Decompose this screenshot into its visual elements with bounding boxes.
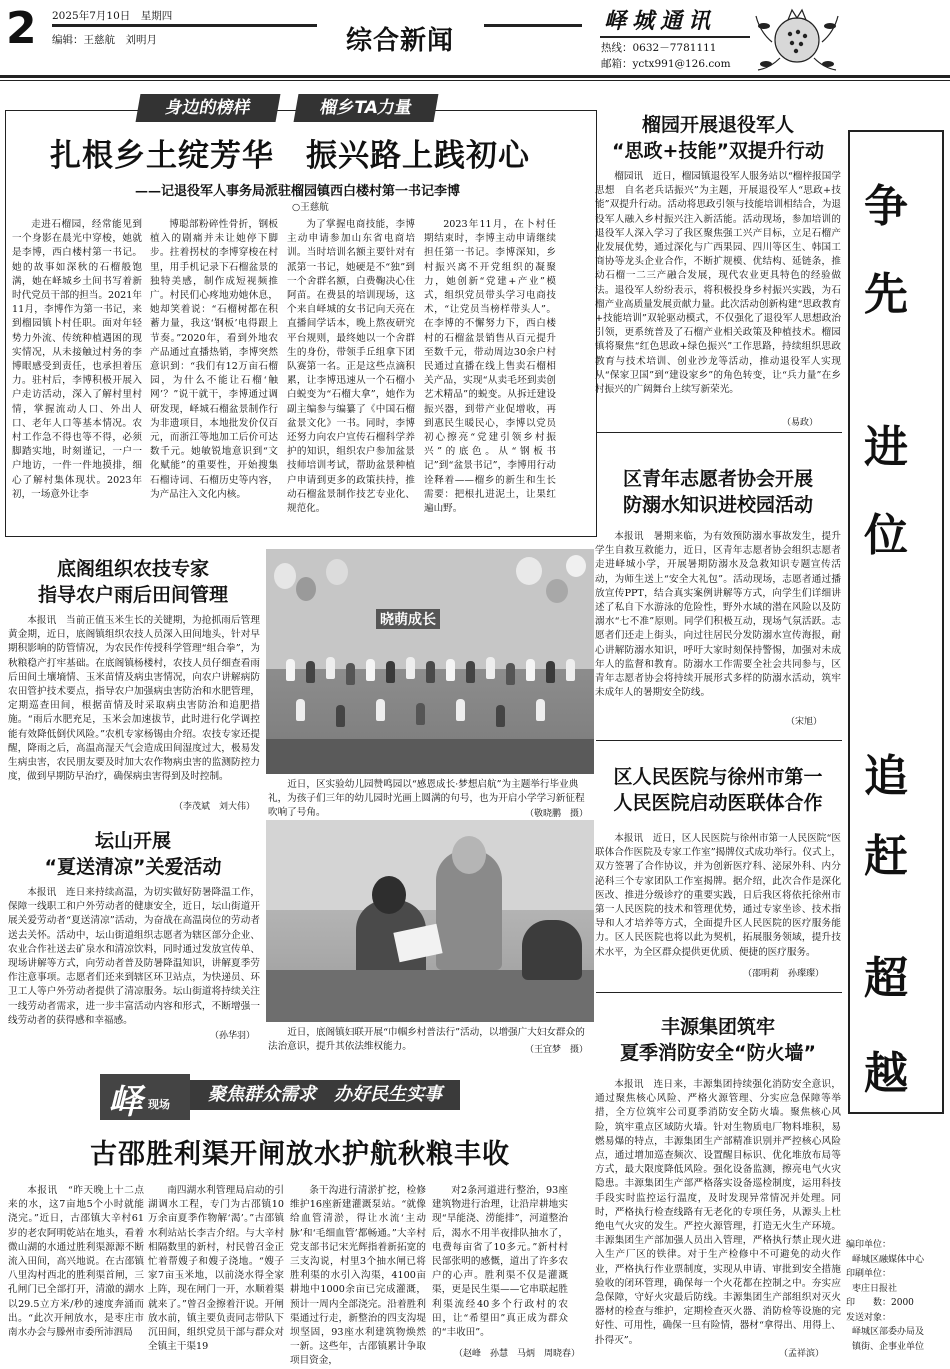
feature-byline: ○王慈航 <box>292 202 329 213</box>
credit-fengyuan: （孟祥滨） <box>778 1349 824 1359</box>
imprint-box <box>846 1238 944 1358</box>
photo1-credit: （敬晓鹏 摄） <box>470 806 588 819</box>
paper-name-underline <box>600 36 750 38</box>
masthead-bottom-rule <box>0 75 950 78</box>
background-wall <box>266 820 594 910</box>
bottom-headline: 古邵胜利渠开闸放水护航秋粮丰收 <box>90 1139 510 1170</box>
front-row-crowd <box>266 739 594 774</box>
imprint-audience-1: 峄城区部委办局及 <box>852 1327 925 1337</box>
imprint-label-audience: 发送对象： <box>846 1312 892 1323</box>
article-title-fengyuan: 丰源集团筑牢 夏季消防安全“防火墙” <box>620 1016 816 1064</box>
date-text: 2025年7月10日 <box>52 10 131 22</box>
credit-tanshan: （孙华羽） <box>209 1031 255 1041</box>
feature-column-3: 为了掌握电商技能，李博主动申请参加山东省电商培训。当时培训名额主要针对有派第一书记，她硬是不“独”到一个舍群名额，白费鞠决心住阿苗。在费县的培训现场，这个来自峄城的女书记向天亮在直播间学话本，晚上熬夜研究平台规则，最终她以一个舍群生的身份，带领手丘组拿下团队赛第一名。正是这些点滴积累，让李博迅速从一个石榴小白蜕变为“石榴大拿”，她作为副主编参与编纂了《中国石榴盆景文化》一书。同时，李博还努力向农户宣传石榴科学养护的知识，组织农户参加盆景技师培训考试，帮助盆景种植户申请到更多的政策扶持，推动石榴盆景制作技艺专业化、规范化。 <box>287 219 415 515</box>
article-body-veterans: 榴园讯 近日，榴园镇退役军人服务站以“榴梓报国学思想 自名老兵话振兴”为主题，开展退役军人“思政+技能”双提升行动。活动将思政引领与技能培训相结合，为退役军人融入乡村振兴注入新活能。活动现场，参加培训的退役军人深入学习了我区聚焦强工兴产目标，立足石榴产业发展优势，通过深化与广西果园、四川等区生、韩国工商协等龙头企业合作，不断扩规模、优结构、延链条，推动石榴一二三产融合发展，现代农业更具特色的经验做法。退役军人纷纷表示，将积极投身乡村振兴实践，为石榴产业高质量发展贡献力量。此次活动创新构建“思政教育+技能培训”双轮驱动模式，不仅强化了退役军人思想政治引领，更系统普及了石榴产业相关政策及种植技术。榴园镇将聚焦“红色思政+绿色振兴”工作思路，持续组织思政教育与技术培训、创业沙龙等活动，推动退役军人实现从“保家卫国”到“建设家乡”的角色转变，让“兵力量”在乡村振兴的广阔舞台上续写新荣光。 <box>595 171 841 396</box>
section-title: 综合新闻 <box>346 26 455 56</box>
imprint-label-editor: 编印单位： <box>846 1240 892 1250</box>
weekday-text: 星期四 <box>140 10 173 22</box>
photo1-caption-text: 近日，区实验幼儿园赞鸣园以“感恩成长·梦想启航”为主题举行毕业典礼，为孩子们三年的幼儿园时光画上圆满的句号，也为开启小学学习新征程吹响了号角。 <box>268 779 585 818</box>
divider-right-1 <box>596 432 842 433</box>
balloon <box>546 579 568 603</box>
masthead-bottom-rule-thin <box>0 80 950 81</box>
article-body-fengyuan: 本报讯 连日来，丰源集团持续强化消防安全意识，通过聚焦核心风险、严格火源管理、分实应急保障等举措，全方位筑牢公司夏季消防安全防火墙。聚焦核心风险，筑牢重点区域防火墙。针对生物质电厂物料堆积，易燃易爆的特点，丰源集团生产部精准识别并严控核心风险点，通过增加巡查频次、设置醒目标识、优化堆放布局等方式，最大限度降低风险。强化设备监测，擦亮电气火灾隐患。丰源集团生产部严格落实设备巡检制度，运用科技手段实时监控运行温度，及时发现异常情况并处理。同时，严格执行检查线路有无老化的专项任务，从源头上杜绝电气火灾的发生。严控火源管理，打造无火生产环境。丰源集团生产部加强人员出入管理，严格执行禁止现火进入生产厂区的铁律。对于生产检修中不可避免的动火作业，严格执行作业票制度，实现从申请、审批到安全措施验收的闭环管理，确保每一个火花都在控制之中。夯实应急保障，守好火灾最后防线。丰源集团生产部组织对灭火器材的检查与维护，定期检查灭火器、消防检等设施的完好性、可用性，确保一旦有险情，器材“拿得出、用得上、扑得灭”。 <box>595 1079 841 1346</box>
credit-hospital: （邵明莉 孙璨璨） <box>742 969 824 979</box>
balloon <box>274 563 296 589</box>
credit-drowning: （宋旭） <box>785 717 822 727</box>
imprint-editor: 峄城区融媒体中心 <box>852 1254 925 1265</box>
child-figure <box>376 699 385 721</box>
article-title-agritech: 底阁组织农技专家 指导农户雨后田间管理 <box>37 558 228 606</box>
slogan-char-6: 赶 <box>864 831 908 882</box>
child-figure <box>296 699 305 721</box>
stage-banner: 晓萌成长 <box>376 609 440 629</box>
article-body-tanshan: 本报讯 连日来持续高温，为切实做好防暑降温工作，保障一线职工和户外劳动者的健康安全，近日，坛山街道开展关爱劳动者“夏送清凉”活动，为奋战在高温岗位的劳动者送去关怀。活动中，坛山街道组织志愿者为辖区部分企业、农业合作社送去矿泉水和清凉饮料，同时通过发放宣传单、现场讲解等方式，向劳动者普及防暑降温知识，讲解夏季劳作注意事项。志愿者们还来到辖区环卫站点，为快递员、环卫工人等户外劳动者提供了清凉服务。坛山街道将持续关注一线劳动者需求，进一步丰富活动内容和形式，不断增强一线劳动者的获得感和幸福感。 <box>8 887 260 1026</box>
credit-bottom: （赵峰 孙慧 马炳 周晓春） <box>453 1349 580 1359</box>
child-figure <box>336 705 345 727</box>
child-figure <box>366 659 375 681</box>
hotline: 热线：0632－7781111 <box>601 42 717 54</box>
bottom-column-4: 对2条河道进行整治，93座建筑物进行治理，让沿岸耕地实现“旱能浇、涝能排”，河道整治后，渴水不用半夜排队抽水了，电费每亩省了10多元。”新村村民部张明的感慨，道出了许多农户的心声。胜利渠不仅是灌溉渠，更是民生渠——它串联起胜利渠流经40多个行政村的农田，让“希望田”真正成为群众的“丰收田”。 <box>432 1185 568 1339</box>
photo2-caption-text: 近日，底阁镇妇联开展“巾帼乡村普法行”活动，以增强广大妇女群众的法治意识，提升其依法维权能力。 <box>268 1027 585 1052</box>
feature-column-2: 博聪部粉碎性骨折，钢板植入的剧痛并未让她停下脚步。拄着拐杖的李博穿梭在村里，用手机记录下石榴盆景的独特美感，制作成短视频推广。村民们心疼地劝她休息，她却笑着说：“石榴树都在积蓄力量，我这‘钢板’电得跟上节奏。”2020年，看到外地农产品通过直播热销，李博突然意识到：“我们有12万亩石榴园，为什么不能让石榴‘触网’？”说干就干，李博通过调研发现，峄城石榴盆景制作行为非遗项目，本地批发价仅百元，而浙江等地加工后价可达数千元。她敏锐地意识到“文化赋能”的重要性，开始搜集石榴诗词、石榴历史等内容，为产品注入文化内核。 <box>150 219 278 500</box>
pomegranate-emblem-icon <box>752 2 842 74</box>
feature-column-1: 走进石榴园，经常能见到一个身影在晨光中穿梭，她就是李博，西白楼村第一书记。她的故事如深秋的石榴般饱满，她在峄城乡土间书写着新时代党员干部的担当。2021年11月，李博作为第一书记，来到榴园镇卜村任职。面对年轻势力外流、传统种植遇困的现实情况，从未接触过村务的李博眼感受到责任，也承担着压力。驻村后，李博积极开展入户走访活动，深入了解村里村情，掌握流动人口、外出人口、老年人口等基本情况。农村工作急不得也等不得，必须脚踏实地，时刻谨记，一户一户地访，一件一件地摸排，细心了解村集体现状。2023年初，一场意外让李 <box>12 219 142 500</box>
feature-tag-2: 榴乡TA力量 <box>294 94 439 122</box>
divider-right-3 <box>596 992 842 993</box>
person-seated-head <box>372 876 406 914</box>
person-seated-right <box>522 920 582 980</box>
person-standing-head <box>452 836 486 874</box>
feature-subtitle: ——记退役军人事务局派驻榴园镇西白楼村第一书记李博 <box>135 184 461 199</box>
imprint-printer: 枣庄日报社 <box>852 1283 898 1294</box>
slogan-char-3: 进 <box>864 422 908 473</box>
child-figure <box>566 659 575 681</box>
feature-tag-1: 身边的榜样 <box>136 94 281 122</box>
bottom-column-3: 条干沟进行清淤扩挖，检修维护16座新建灌溉泵站。“就像给血管清淤，得让水流‘主动脉’和‘毛细血管’都畅通。”大辛村党支部书记宋光辉指着新拓宽的三支沟说，村里3个抽水闸已将胜利渠的水引入沟渠，4100亩耕地中1000余亩已完成灌溉，预计一周内全部浇完。沿着胜利渠通过行走，新整治的四支沟堤坝坚固，93座水利建筑物焕然一新。这些年，古邵镇累计争取项目资金， <box>290 1185 426 1367</box>
child-figure <box>426 661 435 683</box>
logo-sub: 现场 <box>148 1098 170 1111</box>
child-figure <box>286 659 295 681</box>
photo-kindergarten-graduation <box>266 549 594 774</box>
child-figure <box>386 661 395 683</box>
masthead-rule-left <box>52 24 317 27</box>
child-figure <box>496 705 505 727</box>
imprint-label-printer: 印刷单位： <box>846 1269 892 1279</box>
slogan-char-1: 争 <box>864 181 908 232</box>
bottom-banner: 聚焦群众需求 办好民生实事 <box>190 1080 460 1110</box>
child-figure <box>306 661 315 683</box>
feature-column-4: 2023年11月，在卜村任期结束时，李博主动申请继续担任第一书记。李博深知，乡村振兴离不开党组织的凝聚力，她创新“党建+产业”模式，组织党员带头学习电商技术，“让党员当榜样带头人”。在李博的不懈努力下，西白楼村的石榴盆景销售从百元提升至数千元，带动周边30余户村民通过直播在线上售卖石榴相关产品，实现“从卖毛坯到卖创艺术精品”的蜕变。从拆迁建设振兴器，到带产业促增收，再到惠民生暖民心，李博以党员初心擦亮“党建引领乡村振兴”的底色。从“钢板书记”到“盆景书记”，李博用行动诠释着——榴乡的新生和生长需要：把根扎进泥土，让果红遍山野。 <box>424 219 556 515</box>
logo-char: 峄 <box>108 1082 142 1122</box>
divider-right-2 <box>596 740 842 741</box>
masthead-rule-right <box>484 24 582 27</box>
article-title-tanshan: 坛山开展 “夏送清凉”关爱活动 <box>44 830 222 878</box>
child-figure <box>406 657 415 679</box>
article-body-agritech: 本报讯 当前正值玉米生长的关键期，为抢抓雨后管理黄金期，近日，底阁镇组织农技人员深入田间地头，针对早期积影响的防管情况，为农民作传授科学管理“组合拳”，为秋粮稳产打牢基础。在底阁镇杨楼村，农技人员仔细查看雨后田间土壤墒情、玉米苗情及病虫害情况，向农户讲解病防农田管护技术要点，指导农户加强病虫害防治和水肥管理，定期巡查田间，根据苗情及时采取病虫害防治和追肥措施。“雨后水肥充足，玉米会加速拔节，此时进行化学调控能有效降低倒伏风险。”农机专家杨锡由介绍。农技专家还提醒，降雨之后，高温高湿天气会造成田间湿度过大，极易发生病虫害，农民朋友要及时加大农作物病虫害的监测防控力度，做到早期防早治疗，确保病虫害得到及时控制。 <box>8 615 260 783</box>
photo2-credit: （王宜梦 摄） <box>470 1042 588 1055</box>
child-figure <box>446 659 455 681</box>
child-figure <box>416 703 425 725</box>
balloon <box>566 555 586 577</box>
child-figure <box>486 657 495 679</box>
bottom-logo <box>100 1074 190 1120</box>
feature-headline: 扎根乡土绽芳华 振兴路上践初心 <box>50 138 530 174</box>
slogan-char-2: 先 <box>864 269 908 320</box>
imprint-copies: 印 数：2000 <box>846 1298 914 1308</box>
slogan-char-7: 超 <box>864 953 908 1004</box>
issue-date <box>52 8 172 23</box>
slogan-char-8: 越 <box>864 1048 908 1099</box>
balloon <box>516 557 542 585</box>
email: 邮箱：yctx991@126.com <box>601 58 731 70</box>
child-figure <box>506 663 515 685</box>
article-title-drowning: 区青年志愿者协会开展 防溺水知识进校园活动 <box>622 468 813 516</box>
balloon <box>326 559 348 585</box>
bottom-column-1: 本报讯 “昨天晚上十二点来的水，这7亩地5个小时就能浇完。”近日，古邵镇大辛村61岁的老农阿明乾站在地头，看着微山湖的水通过胜利渠源源不断流入田间，高兴地说。在古邵镇八里沟村西北的胜利渠首闸，三孔闸门已全部打开，清澈的湖水以29.5立方米/秒的速度奔涌而出。“此次开闸放水，是枣庄市南水办会与滕州市委所沛泗局 <box>8 1185 144 1339</box>
credit-agritech: （李茂斌 刘大伟） <box>173 802 255 812</box>
child-figure <box>346 663 355 685</box>
editors-line: 编辑：王慈航 刘明月 <box>52 34 157 46</box>
balloon <box>296 577 316 601</box>
imprint-audience-2: 镇街、企事业单位 <box>852 1341 925 1352</box>
photo-womens-legal-outreach <box>266 820 594 1022</box>
paper-name: 峄城通讯 <box>604 8 717 34</box>
bottom-column-2: 南四湖水利管理局启动的引湖调水工程，专门为古邵镇10万余亩夏季作物解‘渴’。”古邵镇水利站站长李吉介绍。与大辛村相隔数里的新村，村民曾召金正忙着帮嫂子和嫂子浇地。“嫂子家7亩玉米地，以前浇水得全家上阵，现在闸门一开，水顺着渠就来了。”曾召金擦着汗说。开闸放水前，镇主要负责同志带队下沉田间，组织党员干部与群众对全镇主干渠19 <box>148 1185 284 1353</box>
child-figure <box>466 661 475 683</box>
child-figure <box>456 699 465 721</box>
article-body-hospital: 本报讯 近日，区人民医院与徐州市第一人民医院“医联体合作医院及专家工作室”揭牌仪式成功举行。仪式上，双方签署了合作协议，并为创新医疗科、泌尿外科、内分泌科三个专家团队工作室揭牌。据介绍，此次合作是深化医改、推进分级诊疗的重要实践，日后我区将依托徐州市第一人民医院的技术和管理优势，通过专家坐诊、技术指导和人才培养等方式，全面提升区人民医院的医疗服务能力。区人民医院也将以此为契机，拓展服务领域，提升技术水平，为全区群众提供更优质、便捷的医疗服务。 <box>595 833 841 958</box>
article-title-hospital: 区人民医院与徐州市第一 人民医院启动医联体合作 <box>613 766 823 814</box>
article-title-veterans: 榴园开展退役军人 “思政+技能”双提升行动 <box>612 114 824 162</box>
slogan-char-5: 追 <box>864 751 908 802</box>
child-figure <box>546 661 555 683</box>
article-body-drowning: 本报讯 暑期来临，为有效预防溺水事故发生，提升学生自救互救能力，近日，区青年志愿者协会组织志愿者走进峄城小学，开展暑期防溺水及急救知识专题宣传活动，为师生送上“安全大礼包”。活动现场，志愿者通过播放宣传PPT，结合真实案例讲解等方式，向学生们详细讲述了私自下水游泳的危险性，野外水域的潜在风险以及防溺水“七不准”原则。同学们积极互动，现场气氛活跃。志愿者们还走上街头，向过往居民分发防溺水宣传海报，耐心讲解防溺水知识，呼吁大家时刻保持警惕，加强对未成年人的监督和教育。防溺水工作需要全社会共同参与，区青年志愿者协会将持续开展形式多样的防溺水活动，筑牢未成年人的暑期安全防线。 <box>595 531 841 699</box>
page-number: 2 <box>6 3 37 54</box>
child-figure <box>536 699 545 721</box>
child-figure <box>526 659 535 681</box>
credit-veterans: （易政） <box>781 418 818 428</box>
child-figure <box>326 657 335 679</box>
slogan-char-4: 位 <box>864 510 908 561</box>
